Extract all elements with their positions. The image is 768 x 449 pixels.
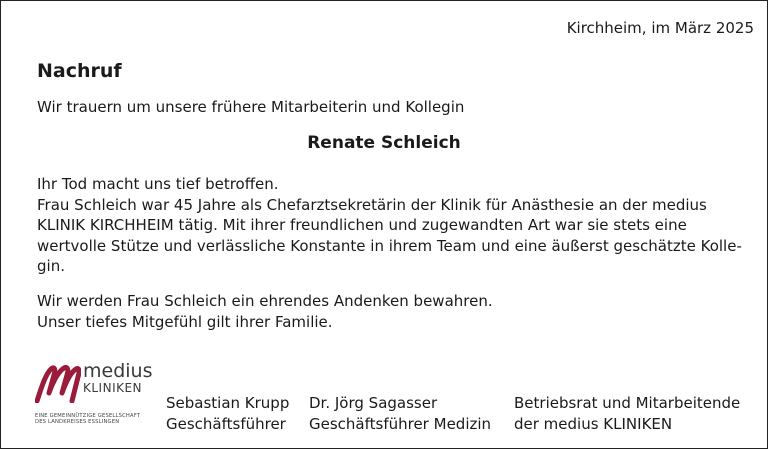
logo-tagline-1: EINE GEMEINNÜTZIGE GESELLSCHAFT	[35, 413, 141, 419]
body-line: Ihr Tod macht uns tief betroffen.	[37, 175, 279, 193]
body-text	[37, 174, 742, 277]
logo-brand-text: medius	[83, 360, 153, 382]
notice-title: Nachruf	[37, 60, 122, 82]
signature-name: Sebastian Krupp	[166, 394, 290, 412]
signature-name: Betriebsrat und Mitarbeitende	[514, 394, 741, 412]
body-line: KLINIK KIRCHHEIM tätig. Mit ihrer freundlichen und zugewandten Art war sie stets eine	[37, 216, 687, 234]
medius-m-logo-icon	[35, 363, 81, 403]
signature-block	[166, 393, 289, 435]
closing-text	[37, 291, 493, 332]
signature-role: Geschäftsführer Medizin	[309, 415, 492, 433]
closing-line: Unser tiefes Mitgefühl gilt ihrer Familie.	[37, 312, 333, 331]
body-line: wertvolle Stütze und verlässliche Konstante in ihrem Team und eine äußerst geschätzte Kolle-	[37, 236, 742, 255]
signature-name: Dr. Jörg Sagasser	[309, 394, 438, 412]
logo-tagline-2: DES LANDKREISES ESSLINGEN	[35, 419, 120, 425]
deceased-name: Renate Schleich	[307, 133, 461, 153]
signature-role: Geschäftsführer	[166, 415, 286, 433]
body-line: gin.	[37, 257, 65, 275]
date-line: Kirchheim, im März 2025	[566, 19, 754, 37]
signature-block	[309, 393, 491, 435]
closing-line: Wir werden Frau Schleich ein ehrendes Andenken bewahren.	[37, 292, 493, 310]
signature-role: der medius KLINIKEN	[514, 415, 673, 433]
logo-brand-subtext: KLINIKEN	[83, 381, 143, 395]
body-line: Frau Schleich war 45 Jahre als Chefarztsekretärin der Klinik für Anästhesie an der medius	[37, 195, 707, 214]
medius-kliniken-logo	[35, 361, 155, 431]
intro-text: Wir trauern um unsere frühere Mitarbeiterin und Kollegin	[37, 98, 465, 116]
signature-block	[514, 393, 740, 435]
